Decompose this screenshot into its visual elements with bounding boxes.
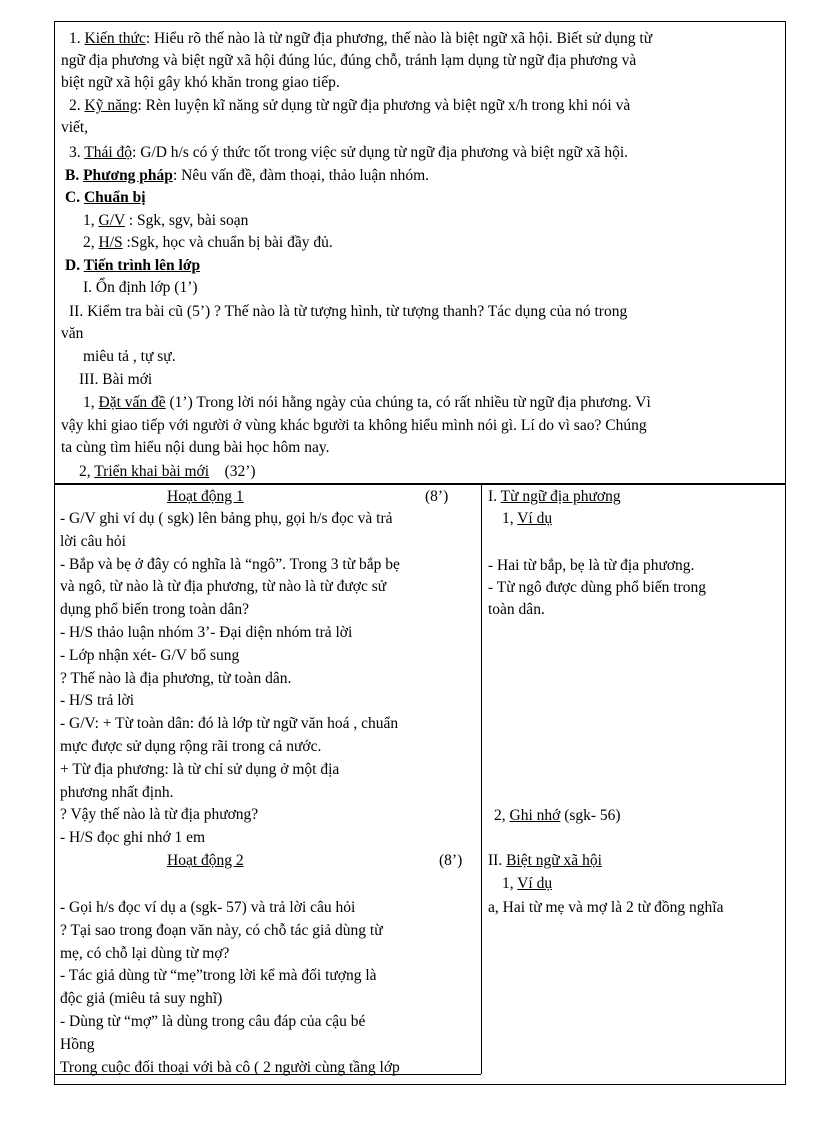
activity2-time: (8’)	[439, 852, 463, 869]
activity-line: - Gọi h/s đọc ví dụ a (sgk- 57) và trả lời câu hỏi	[60, 899, 356, 916]
activity-line: - Bắp và bẹ ở đây có nghĩa là “ngô”. Trong 3 từ bắp bẹ	[60, 555, 400, 573]
right1-answer1: - Hai từ bắp, bẹ là từ địa phương.	[488, 557, 695, 574]
lesson-plan-page	[54, 21, 786, 1087]
activity-line: - Tác giả dùng từ “mẹ”trong lời kể mà đối tượng là	[60, 967, 377, 985]
process-deploy: 2, Triển khai bài mới (32’)	[79, 463, 256, 480]
right1-heading: I. Từ ngữ địa phương	[488, 488, 621, 505]
right1-answer2: - Từ ngô được dùng phổ biến trong	[488, 579, 707, 596]
process-step2: II. Kiểm tra bài cũ (5’) ? Thế nào là từ tượng hình, từ tượng thanh? Tác dụng của nó trong	[69, 303, 628, 320]
process-intro-line3: ta cùng tìm hiểu nội dung bài học hôm nay.	[61, 439, 330, 456]
activity-line: dụng phổ biến trong toàn dân?	[60, 601, 249, 619]
activity-line: và ngô, từ nào là từ địa phương, từ nào là từ được sử	[60, 578, 387, 596]
right2-heading: II. Biệt ngữ xã hội	[488, 852, 602, 869]
activity-line: - Dùng từ “mợ” là dùng trong câu đáp của cậu bé	[60, 1013, 366, 1030]
right2-example: 1, Ví dụ	[502, 875, 553, 892]
process-step2-line2: văn	[61, 325, 84, 342]
process-step3: III. Bài mới	[79, 371, 153, 388]
process-intro: 1, Đặt vấn đề (1’) Trong lời nói hằng ngày của chúng ta, có rất nhiều từ ngữ địa phương. Vì	[83, 394, 651, 411]
right1-answer2-line2: toàn dân.	[488, 601, 545, 618]
activity-line: Hồng	[60, 1035, 95, 1053]
activity-line: ? Thế nào là địa phương, từ toàn dân.	[60, 669, 292, 687]
process-step2-line3: miêu tả , tự sự.	[83, 348, 176, 365]
activity-line: mẹ, có chỗ lại dùng từ mợ?	[60, 944, 230, 962]
process-heading: D. Tiến trình lên lớp	[65, 257, 201, 274]
activity-line: + Từ địa phương: là từ chỉ sử dụng ở một địa	[60, 760, 340, 778]
activity-line: ? Tại sao trong đoạn văn này, có chỗ tác giả dùng từ	[60, 921, 383, 939]
activity-line: Trong cuộc đối thoại với bà cô ( 2 người cùng tầng lớp	[60, 1058, 400, 1076]
activity-line: ? Vậy thế nào là từ địa phương?	[60, 806, 259, 824]
activity-line: - G/V ghi ví dụ ( sgk) lên bảng phụ, gọi h/s đọc và trả	[60, 510, 393, 527]
activity1-time: (8’)	[425, 488, 449, 505]
right1-note: 2, Ghi nhớ (sgk- 56)	[494, 807, 621, 824]
activity2-title: Hoạt động 2	[167, 852, 244, 869]
prep-hs: 2, H/S :Sgk, học và chuẩn bị bài đầy đủ.	[83, 234, 333, 251]
process-step1: I. Ổn định lớp (1’)	[83, 279, 198, 296]
prep-heading: C. Chuẩn bị	[65, 189, 146, 206]
objective-skill-line2: viết,	[61, 119, 89, 136]
objective-knowledge-line2: ngữ địa phương và biệt ngữ xã hội đúng lúc, đúng chỗ, tránh lạm dụng từ ngữ địa phương và	[61, 52, 637, 69]
objective-knowledge: 1. Kiến thức: Hiểu rõ thế nào là từ ngữ địa phương, thế nào là biệt ngữ xã hội. Biết sử dụng từ	[69, 30, 653, 47]
activity-line: - H/S thảo luận nhóm 3’- Đại diện nhóm trả lời	[60, 624, 353, 641]
activity-line: độc giả (miêu tả suy nghĩ)	[60, 990, 223, 1008]
prep-gv: 1, G/V : Sgk, sgv, bài soạn	[83, 212, 249, 229]
activity-line: - G/V: + Từ toàn dân: đó là lớp từ ngữ văn hoá , chuẩn	[60, 715, 399, 733]
method-line: B. Phương pháp: Nêu vấn đề, đàm thoại, thảo luận nhóm.	[65, 167, 430, 184]
activity-line: - Lớp nhận xét- G/V bổ sung	[60, 646, 240, 664]
objective-skill: 2. Kỹ năng: Rèn luyện kĩ năng sử dụng từ ngữ địa phương và biệt ngữ x/h trong khi nói và	[69, 97, 631, 114]
right1-example: 1, Ví dụ	[502, 510, 553, 527]
activity-line: - H/S đọc ghi nhớ 1 em	[60, 829, 206, 847]
column-divider	[481, 484, 482, 1074]
lesson-objectives-box	[54, 21, 786, 485]
activity-line: - H/S trả lời	[60, 692, 135, 710]
activity-line: phương nhất định.	[60, 783, 174, 801]
activity-table	[54, 483, 786, 1085]
activity1-title: Hoạt động 1	[167, 488, 244, 505]
activity-line: lời câu hỏi	[60, 532, 126, 550]
activity-line: mực được sử dụng rộng rãi trong cả nước.	[60, 738, 322, 755]
right2-answer1: a, Hai từ mẹ và mợ là 2 từ đồng nghĩa	[488, 899, 724, 916]
objective-knowledge-line3: biệt ngữ xã hội gây khó khăn trong giao tiếp.	[61, 74, 340, 91]
objective-attitude: 3. Thái độ: G/D h/s có ý thức tốt trong việc sử dụng từ ngữ địa phương và biệt ngữ xã hội.	[69, 144, 629, 161]
process-intro-line2: vậy khi giao tiếp với người ở vùng khác bgười ta không hiểu mình nói gì. Lí do vì sao? Chúng	[61, 417, 647, 434]
